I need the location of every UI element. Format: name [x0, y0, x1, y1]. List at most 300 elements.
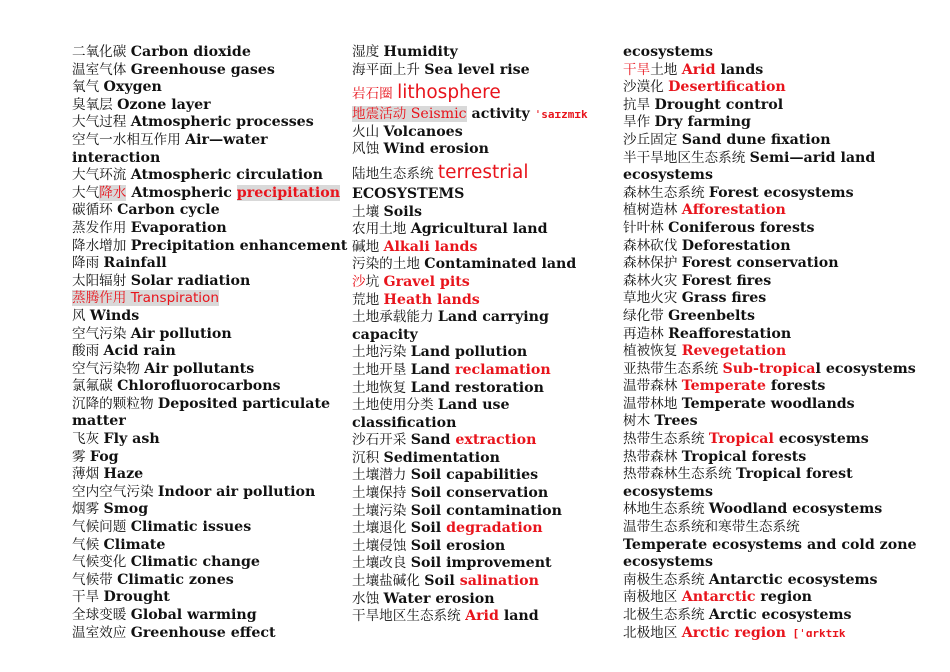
glossary-entry: [72, 413, 334, 431]
entry-text: 土壤改良: [352, 555, 411, 572]
entry-text: Sea level rise: [424, 61, 530, 78]
entry-text: 草地火灾: [623, 290, 682, 307]
glossary-entry: [623, 97, 933, 115]
glossary-entry: [72, 572, 334, 590]
glossary-entry: [352, 467, 604, 485]
entry-text: 植被恢复: [623, 343, 682, 360]
entry-text: 大气: [72, 184, 100, 201]
entry-text: interaction: [72, 149, 161, 166]
glossary-entry: [623, 150, 933, 168]
entry-text: 沉降的颗粒物: [72, 395, 158, 412]
entry-text: Soil: [410, 520, 447, 537]
glossary-entry: [72, 501, 334, 519]
entry-text: 碱地: [352, 238, 384, 255]
entry-text: 酸雨: [72, 343, 104, 360]
entry-text: Haze: [103, 466, 144, 483]
entry-text: 空气污染: [72, 325, 131, 342]
entry-text: ecosystems: [623, 554, 713, 571]
glossary-entry: [623, 273, 933, 291]
glossary-entry: [352, 538, 604, 556]
entry-text: 热带森林: [623, 448, 682, 465]
entry-text: Tropical: [708, 431, 774, 448]
entry-text: 气候问题: [72, 519, 131, 536]
entry-text: classification: [352, 414, 457, 431]
glossary-entry: [72, 237, 348, 256]
entry-text: Soils: [383, 203, 422, 220]
glossary-entry: [72, 449, 334, 467]
glossary-column-3: [623, 44, 933, 642]
entry-text: Contaminated land: [424, 256, 577, 273]
glossary-entry: [352, 573, 604, 591]
entry-text: Precipitation enhancement: [130, 237, 348, 254]
glossary-entry: [72, 431, 334, 449]
entry-text: reclamation: [455, 361, 551, 378]
entry-text: degradation: [446, 520, 543, 537]
glossary-entry: [623, 537, 933, 555]
entry-text: Antarctic: [681, 589, 756, 606]
entry-text: 污染的土地: [352, 256, 425, 273]
entry-text: Fog: [89, 448, 119, 465]
entry-text: extraction: [455, 432, 537, 449]
entry-text: 烟雾: [72, 501, 104, 518]
entry-text: Sub-tropica: [722, 360, 816, 377]
glossary-entry: [352, 327, 604, 345]
glossary-entry: [352, 159, 604, 186]
entry-text: 森林生态系统: [623, 184, 709, 201]
entry-text: activity: [466, 106, 535, 123]
glossary-entry: [352, 186, 604, 204]
glossary-entry: [72, 396, 334, 414]
glossary-entry: [623, 44, 933, 62]
entry-text: 风: [72, 307, 90, 324]
glossary-entry: [72, 484, 334, 502]
entry-text: capacity: [352, 326, 418, 343]
entry-text: Evaporation: [130, 219, 227, 236]
glossary-entry: [72, 150, 334, 168]
glossary-entry: [623, 572, 933, 590]
glossary-entry: [72, 326, 334, 344]
glossary-entry: [623, 343, 933, 361]
entry-text: Winds: [89, 307, 140, 324]
glossary-entry: [623, 308, 933, 326]
glossary-entry: [623, 607, 933, 625]
entry-text: 空内空气污染: [72, 483, 158, 500]
entry-text: Land use: [437, 397, 510, 414]
entry-text: 地震活动: [352, 106, 411, 123]
glossary-entry: [352, 503, 604, 521]
entry-text: [ˈɑrktɪk: [785, 626, 846, 640]
glossary-entry: [623, 202, 933, 220]
entry-text: 大气环流: [72, 167, 131, 184]
glossary-entry: [72, 114, 334, 132]
entry-text: Deforestation: [681, 237, 791, 254]
entry-text: Dry farming: [654, 114, 751, 131]
glossary-entry: [352, 591, 604, 609]
glossary-entry: [72, 308, 334, 326]
entry-text: Acid rain: [103, 343, 176, 360]
glossary-entry: [72, 167, 334, 185]
entry-text: Afforestation: [681, 202, 786, 219]
entry-text: Solar radiation: [130, 272, 251, 289]
entry-text: Greenhouse effect: [130, 624, 276, 641]
entry-text: Temperate ecosystems and cold zone: [623, 536, 917, 553]
glossary-entry: [352, 415, 604, 433]
entry-text: 土壤: [352, 203, 384, 220]
entry-text: 臭氧层: [72, 96, 118, 113]
entry-text: lithosphere: [397, 82, 501, 104]
entry-text: Climate: [103, 536, 166, 553]
entry-text: Alkali lands: [383, 238, 478, 255]
entry-text: 沙石开采: [352, 432, 411, 449]
glossary-entry: [352, 380, 604, 398]
entry-text: Sand: [410, 432, 456, 449]
entry-text: 植树造林: [623, 202, 682, 219]
entry-text: Forest ecosystems: [708, 184, 854, 201]
entry-text: 亚热带生态系统: [623, 360, 723, 377]
entry-text: 抗旱: [623, 96, 655, 113]
entry-text: Water erosion: [383, 590, 495, 607]
entry-text: 碳循环: [72, 202, 118, 219]
entry-text: 土壤污染: [352, 502, 411, 519]
glossary-entry: [352, 362, 604, 380]
entry-text: Soil erosion: [410, 537, 506, 554]
entry-text: ˈsaɪzmɪk: [534, 108, 588, 122]
glossary-column-1: [72, 44, 348, 642]
entry-text: 土地开垦: [352, 361, 411, 378]
entry-text: Arid: [681, 61, 716, 78]
entry-text: 温带森林: [623, 378, 682, 395]
glossary-entry: [72, 273, 334, 291]
glossary-entry: [72, 519, 334, 537]
entry-text: Greenhouse gases: [130, 61, 275, 78]
glossary-entry: [72, 554, 334, 572]
glossary-entry: [72, 625, 334, 643]
entry-text: 北极地区: [623, 624, 682, 641]
glossary-entry: [72, 466, 334, 484]
glossary-entry: [72, 79, 334, 97]
entry-text: 岩石圈: [352, 86, 398, 103]
glossary-entry: [352, 141, 604, 159]
entry-text: Soil: [424, 573, 460, 590]
entry-text: Semi—arid land: [749, 149, 876, 166]
entry-text: Drought: [103, 589, 170, 606]
glossary-entry: [352, 432, 604, 450]
glossary-entry: [72, 62, 334, 80]
entry-text: 温室效应: [72, 624, 131, 641]
glossary-entry: [352, 204, 604, 222]
entry-text: Forest conservation: [681, 255, 839, 272]
entry-text: 火山: [352, 123, 384, 140]
glossary-entry: [352, 397, 604, 415]
entry-text: ecosystems: [773, 431, 869, 448]
entry-text: 蒸腾作用 Transpiration: [72, 290, 219, 307]
entry-text: 干旱地区生态系统: [352, 608, 466, 625]
glossary-entry: [623, 589, 933, 607]
glossary-entry: [623, 413, 933, 431]
entry-text: 土壤盐碱化: [352, 573, 425, 590]
entry-text: 降雨: [72, 255, 104, 272]
entry-text: Indoor air pollution: [157, 483, 316, 500]
entry-text: land: [498, 608, 539, 625]
entry-text: region: [755, 589, 812, 606]
entry-text: 雾: [72, 448, 90, 465]
entry-text: Air pollutants: [144, 360, 255, 377]
entry-text: 土地污染: [352, 344, 411, 361]
glossary-entry: [623, 501, 933, 519]
entry-text: 气候: [72, 536, 104, 553]
entry-text: 森林保护: [623, 255, 682, 272]
entry-text: Climatic change: [130, 554, 260, 571]
entry-text: 蒸发作用: [72, 219, 131, 236]
entry-text: 荒地: [352, 291, 384, 308]
glossary-entry: [352, 520, 604, 538]
entry-text: 土壤退化: [352, 520, 411, 537]
glossary-entry: [72, 202, 334, 220]
entry-text: Atmospheric processes: [130, 114, 314, 131]
entry-text: Tropical forests: [681, 448, 807, 465]
glossary-entry: [623, 238, 933, 256]
entry-text: 农用土地: [352, 221, 411, 238]
entry-text: Soil conservation: [410, 485, 549, 502]
glossary-entry: [72, 255, 334, 273]
entry-text: 湿度: [352, 44, 384, 60]
entry-text: Desertification: [668, 79, 786, 96]
entry-text: Air pollution: [130, 325, 232, 342]
entry-text: 大气过程: [72, 114, 131, 131]
entry-text: ecosystems: [623, 167, 713, 184]
entry-text: 降水: [99, 184, 127, 201]
entry-text: Trees: [654, 413, 698, 430]
glossary-entry: [623, 114, 933, 132]
glossary-entry: [72, 290, 334, 308]
entry-text: Heath lands: [383, 291, 480, 308]
entry-text: 气候带: [72, 571, 118, 588]
glossary-entry: [352, 62, 604, 80]
entry-text: 全球变暖: [72, 607, 131, 623]
entry-text: 旱作: [623, 114, 655, 131]
entry-text: Land carrying: [437, 309, 549, 326]
entry-text: Ozone layer: [117, 96, 211, 113]
entry-text: Global warming: [130, 607, 257, 623]
entry-text: Woodland ecosystems: [708, 501, 883, 518]
glossary-entry: [352, 221, 604, 239]
glossary-entry: [352, 485, 604, 503]
entry-text: 半干旱地区生态系统: [623, 149, 750, 166]
entry-text: Fly ash: [103, 431, 160, 448]
glossary-entry: [623, 255, 933, 273]
glossary-entry: [72, 132, 334, 150]
entry-text: Forest fires: [681, 272, 772, 289]
glossary-entry: [352, 256, 604, 274]
entry-text: Greenbelts: [668, 307, 755, 324]
entry-text: 太阳辐射: [72, 272, 131, 289]
entry-text: Land: [410, 361, 456, 378]
glossary-entry: [72, 378, 334, 396]
glossary-entry: [623, 79, 933, 97]
entry-text: 温带生态系统和寒带生态系统: [623, 519, 800, 536]
glossary-entry: [352, 274, 604, 292]
glossary-entry: [72, 607, 334, 625]
glossary-entry: [352, 608, 604, 626]
glossary-entry: [72, 537, 334, 555]
glossary-entry: [623, 484, 933, 502]
entry-text: 南极地区: [623, 589, 682, 606]
entry-text: Arid: [465, 608, 499, 625]
entry-text: 南极生态系统: [623, 571, 709, 588]
entry-text: Soil capabilities: [410, 467, 539, 484]
glossary-entry: [623, 185, 933, 203]
entry-text: Land restoration: [410, 379, 544, 396]
entry-text: 氧气: [72, 79, 104, 96]
entry-text: 北极生态系统: [623, 607, 709, 623]
entry-text: Atmospheric: [126, 184, 237, 201]
glossary-entry: [352, 44, 604, 62]
entry-text: 热带生态系统: [623, 431, 709, 448]
entry-text: Chlorofluorocarbons: [117, 378, 281, 395]
entry-text: 热带森林生态系统: [623, 466, 737, 483]
entry-text: Temperate: [681, 378, 766, 395]
glossary-entry: [72, 343, 334, 361]
glossary-entry: [623, 396, 933, 414]
glossary-entry: [352, 344, 604, 362]
entry-text: 土壤保持: [352, 485, 411, 502]
entry-text: Drought control: [654, 96, 784, 113]
entry-text: 森林砍伐: [623, 237, 682, 254]
entry-text: matter: [72, 413, 126, 430]
entry-text: 二氧化碳: [72, 44, 131, 60]
glossary-entry: [623, 326, 933, 344]
glossary-entry: [72, 361, 334, 379]
entry-text: Wind erosion: [383, 141, 489, 158]
glossary-entry: [352, 239, 604, 257]
entry-text: Arctic ecosystems: [708, 607, 852, 623]
entry-text: Seismic: [410, 106, 467, 123]
glossary-entry: [72, 220, 334, 238]
entry-text: Reafforestation: [668, 325, 792, 342]
entry-text: Air—water: [185, 131, 268, 148]
entry-text: Grass fires: [681, 290, 767, 307]
entry-text: 土地使用分类: [352, 397, 438, 414]
glossary-entry: [623, 167, 933, 185]
entry-text: Rainfall: [103, 255, 167, 272]
entry-text: 干旱: [623, 61, 651, 78]
glossary-entry: [72, 589, 334, 607]
entry-text: 树木: [623, 413, 655, 430]
entry-text: ecosystems: [623, 44, 713, 60]
entry-text: 沉积: [352, 449, 384, 466]
entry-text: Sedimentation: [383, 449, 500, 466]
entry-text: Smog: [103, 501, 149, 518]
glossary-entry: [352, 309, 604, 327]
entry-text: Climatic zones: [117, 571, 234, 588]
entry-text: Gravel pits: [383, 273, 470, 290]
entry-text: Climatic issues: [130, 519, 252, 536]
entry-text: 再造林: [623, 325, 669, 342]
entry-text: Atmospheric circulation: [130, 167, 323, 184]
entry-text: 森林火灾: [623, 272, 682, 289]
entry-text: 水蚀: [352, 590, 384, 607]
glossary-entry: [352, 450, 604, 468]
entry-text: 薄烟: [72, 466, 104, 483]
entry-text: l ecosystems: [815, 360, 916, 377]
glossary-entry: [623, 431, 933, 449]
entry-text: Soil contamination: [410, 502, 562, 519]
entry-text: Volcanoes: [383, 123, 463, 140]
entry-text: terrestrial: [437, 161, 529, 183]
entry-text: Arctic region: [681, 624, 786, 641]
glossary-entry: [623, 62, 933, 80]
entry-text: 沙丘固定: [623, 131, 682, 148]
entry-text: precipitation: [236, 184, 341, 201]
glossary-entry: [352, 292, 604, 310]
entry-text: Carbon dioxide: [130, 44, 251, 60]
entry-text: Agricultural land: [410, 221, 548, 238]
glossary-entry: [623, 361, 933, 379]
entry-text: 温带林地: [623, 395, 682, 412]
entry-text: lands: [715, 61, 764, 78]
entry-text: 针叶林: [623, 219, 669, 236]
entry-text: Tropical forest: [736, 466, 853, 483]
entry-text: 温室气体: [72, 61, 131, 78]
entry-text: Soil improvement: [410, 555, 552, 572]
entry-text: 风蚀: [352, 141, 384, 158]
entry-text: 林地生态系统: [623, 501, 709, 518]
glossary-column-2: [352, 44, 604, 626]
entry-text: 气候变化: [72, 554, 131, 571]
entry-text: 坑: [365, 273, 384, 290]
entry-text: 沙漠化: [623, 79, 669, 96]
entry-text: Deposited particulate: [157, 395, 331, 412]
entry-text: Sand dune fixation: [681, 131, 831, 148]
glossary-entry: [623, 554, 933, 572]
glossary-entry: [623, 625, 933, 643]
glossary-entry: [72, 97, 334, 115]
entry-text: 土地: [650, 61, 682, 78]
glossary-entry: [352, 79, 604, 106]
entry-text: ecosystems: [623, 483, 713, 500]
entry-text: Land pollution: [410, 344, 528, 361]
entry-text: Carbon cycle: [117, 202, 220, 219]
entry-text: Coniferous forests: [668, 219, 815, 236]
entry-text: Antarctic ecosystems: [708, 571, 878, 588]
entry-text: 降水增加: [72, 237, 131, 254]
entry-text: 土壤侵蚀: [352, 537, 411, 554]
glossary-entry: [623, 132, 933, 150]
entry-text: salination: [459, 573, 539, 590]
entry-text: 沙: [352, 273, 366, 290]
glossary-entry: [72, 184, 341, 203]
entry-text: 飞灰: [72, 431, 104, 448]
entry-text: 海平面上升: [352, 61, 425, 78]
glossary-entry: [623, 466, 933, 484]
entry-text: 土壤潜力: [352, 467, 411, 484]
entry-text: 陆地生态系统: [352, 165, 438, 182]
glossary-entry: [352, 124, 604, 142]
entry-text: 空气一水相互作用: [72, 131, 186, 148]
glossary-entry: [623, 290, 933, 308]
entry-text: 绿化带: [623, 307, 669, 324]
glossary-entry: [623, 378, 933, 396]
entry-text: 氯氟碳: [72, 378, 118, 395]
glossary-entry: [623, 519, 933, 537]
entry-text: ECOSYSTEMS: [352, 185, 465, 202]
entry-text: Temperate woodlands: [681, 395, 855, 412]
glossary-entry: [623, 449, 933, 467]
entry-text: 土地承载能力: [352, 309, 438, 326]
entry-text: 土地恢复: [352, 379, 411, 396]
entry-text: 干旱: [72, 589, 104, 606]
entry-text: forests: [765, 378, 826, 395]
